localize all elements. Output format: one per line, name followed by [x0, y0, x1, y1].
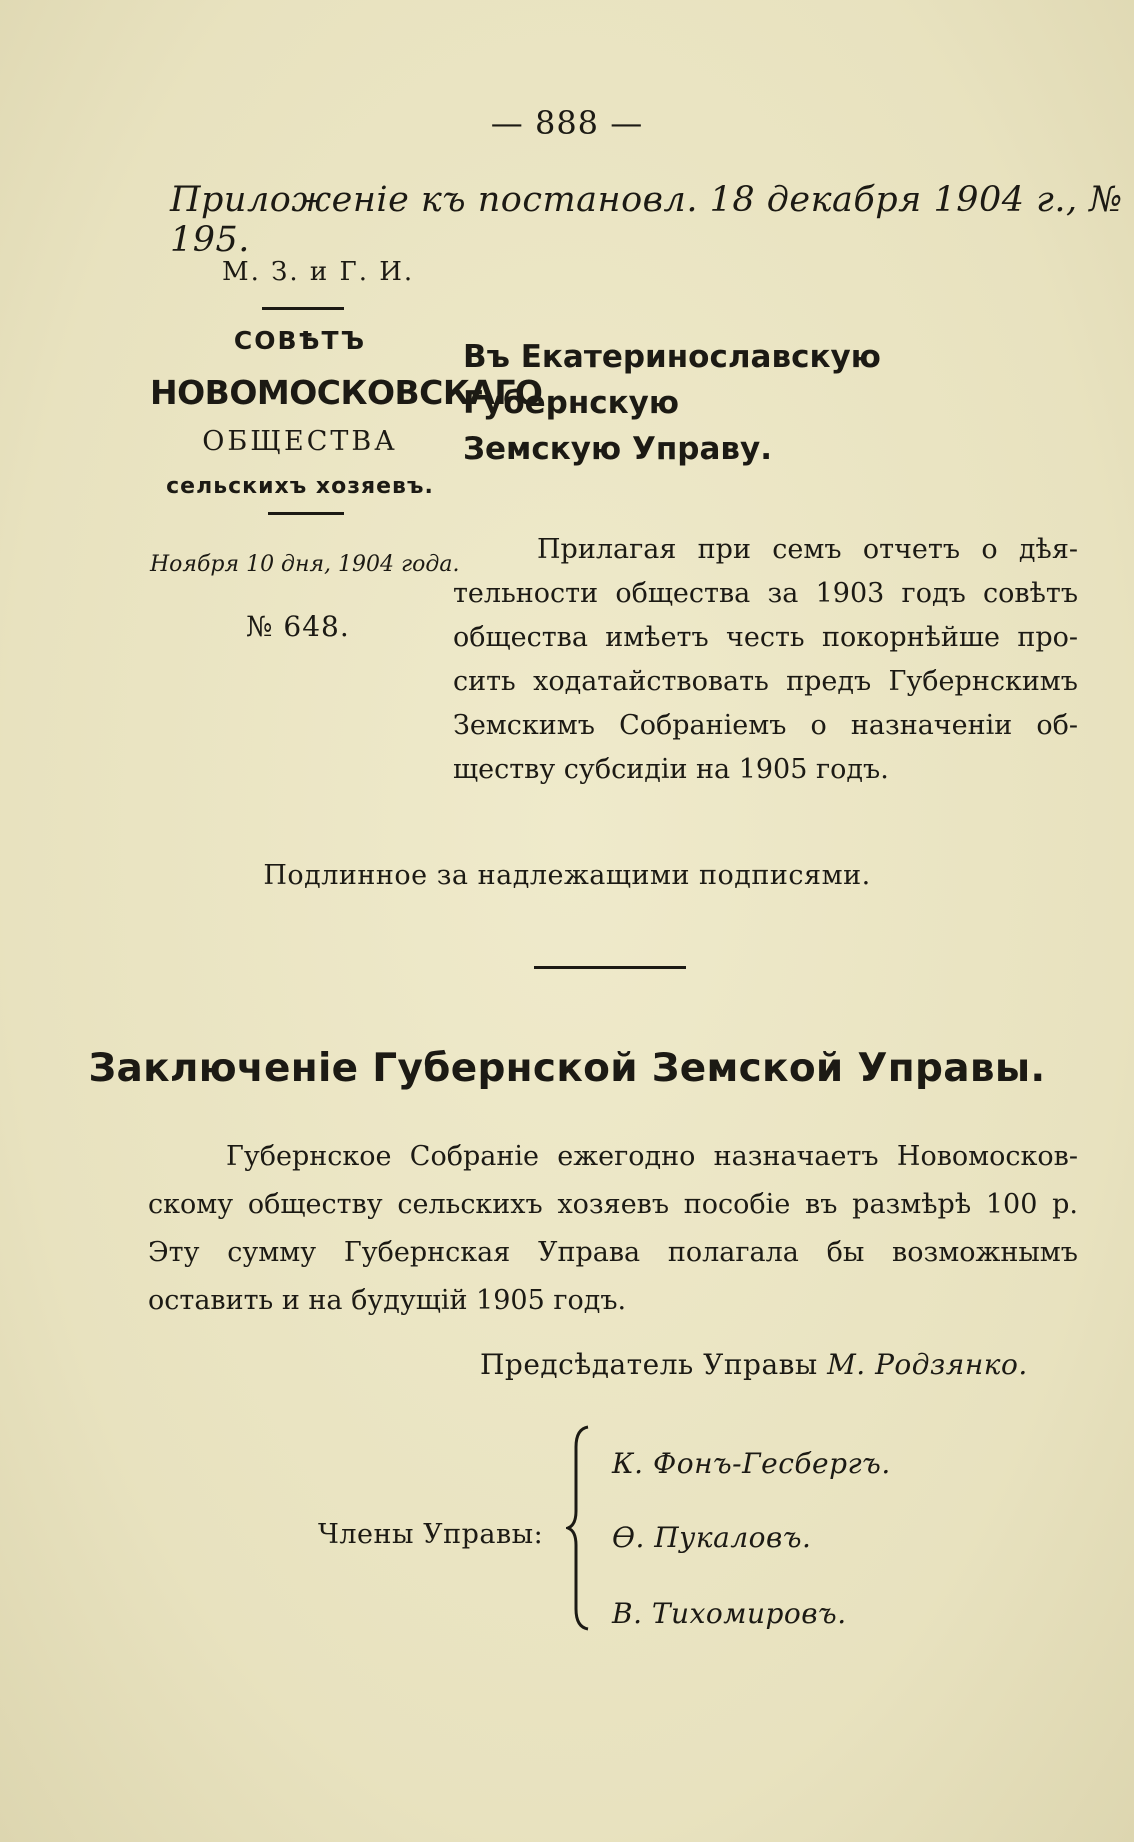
addressee-line-1: Въ Екатеринославскую Губернскую	[463, 339, 881, 421]
body-line-3: общества имѣетъ честь покорнѣйше про-	[453, 622, 1078, 653]
rule-section	[534, 966, 686, 969]
original-note: Подлинное за надлежащими подписями.	[263, 860, 871, 891]
rule-top	[262, 307, 344, 310]
letter-date: Ноября 10 дня, 1904 года.	[150, 552, 460, 577]
addressee-line-2: Земскую Управу.	[463, 431, 772, 467]
sender-line-3: ОБЩЕСТВА	[202, 426, 398, 457]
body-line-1: Прилагая при семъ отчетъ о дѣя-	[537, 534, 1078, 565]
body-line-6: ществу субсидiи на 1905 годъ.	[453, 754, 889, 785]
conclusion-title: Заключенiе Губернской Земской Управы.	[88, 1046, 1046, 1091]
curly-brace-icon	[566, 1423, 596, 1633]
body-line-5: Земскимъ Собранiемъ о назначенiи об-	[453, 710, 1078, 741]
conclusion-line-4: оставить и на будущiй 1905 годъ.	[148, 1285, 627, 1316]
member-name-2: Ѳ. Пукаловъ.	[612, 1521, 812, 1554]
members-label: Члены Управы:	[318, 1519, 544, 1550]
conclusion-line-2: скому обществу сельскихъ хозяевъ пособiе въ размѣрѣ 100 р.	[148, 1189, 1078, 1220]
member-name-3: В. Тихомировъ.	[612, 1597, 847, 1630]
chairman-signature	[480, 1348, 1028, 1381]
sender-line-1: СОВѢТЪ	[233, 326, 367, 355]
chairman-label: Предсѣдатель Управы	[480, 1348, 818, 1381]
conclusion-line-3: Эту сумму Губернская Управа полагала бы возможнымъ	[148, 1237, 1078, 1268]
letter-body	[453, 528, 1078, 792]
conclusion-line-1: Губернское Собранiе ежегодно назначаетъ Новомосков-	[226, 1141, 1078, 1172]
body-line-2: тельности общества за 1903 годъ совѣтъ	[453, 578, 1078, 609]
sender-line-4: сельскихъ хозяевъ.	[166, 474, 434, 499]
sender-line-2: НОВОМОСКОВСКАГО	[150, 373, 543, 412]
member-name-1: К. Фонъ-Гесбергъ.	[612, 1447, 891, 1480]
chairman-name: М. Родзянко.	[827, 1348, 1028, 1381]
page-number: — 888 —	[490, 104, 644, 142]
ministry-abbrev: М. З. и Г. И.	[222, 257, 415, 287]
rule-sender	[268, 512, 344, 515]
addressee	[463, 334, 1083, 472]
conclusion-text	[148, 1133, 1078, 1325]
letter-number: № 648.	[246, 610, 350, 643]
appendix-line: Приложенiе къ постановл. 18 декабря 1904 г., № 195.	[170, 180, 1123, 260]
body-line-4: сить ходатайствовать предъ Губернскимъ	[453, 666, 1078, 697]
